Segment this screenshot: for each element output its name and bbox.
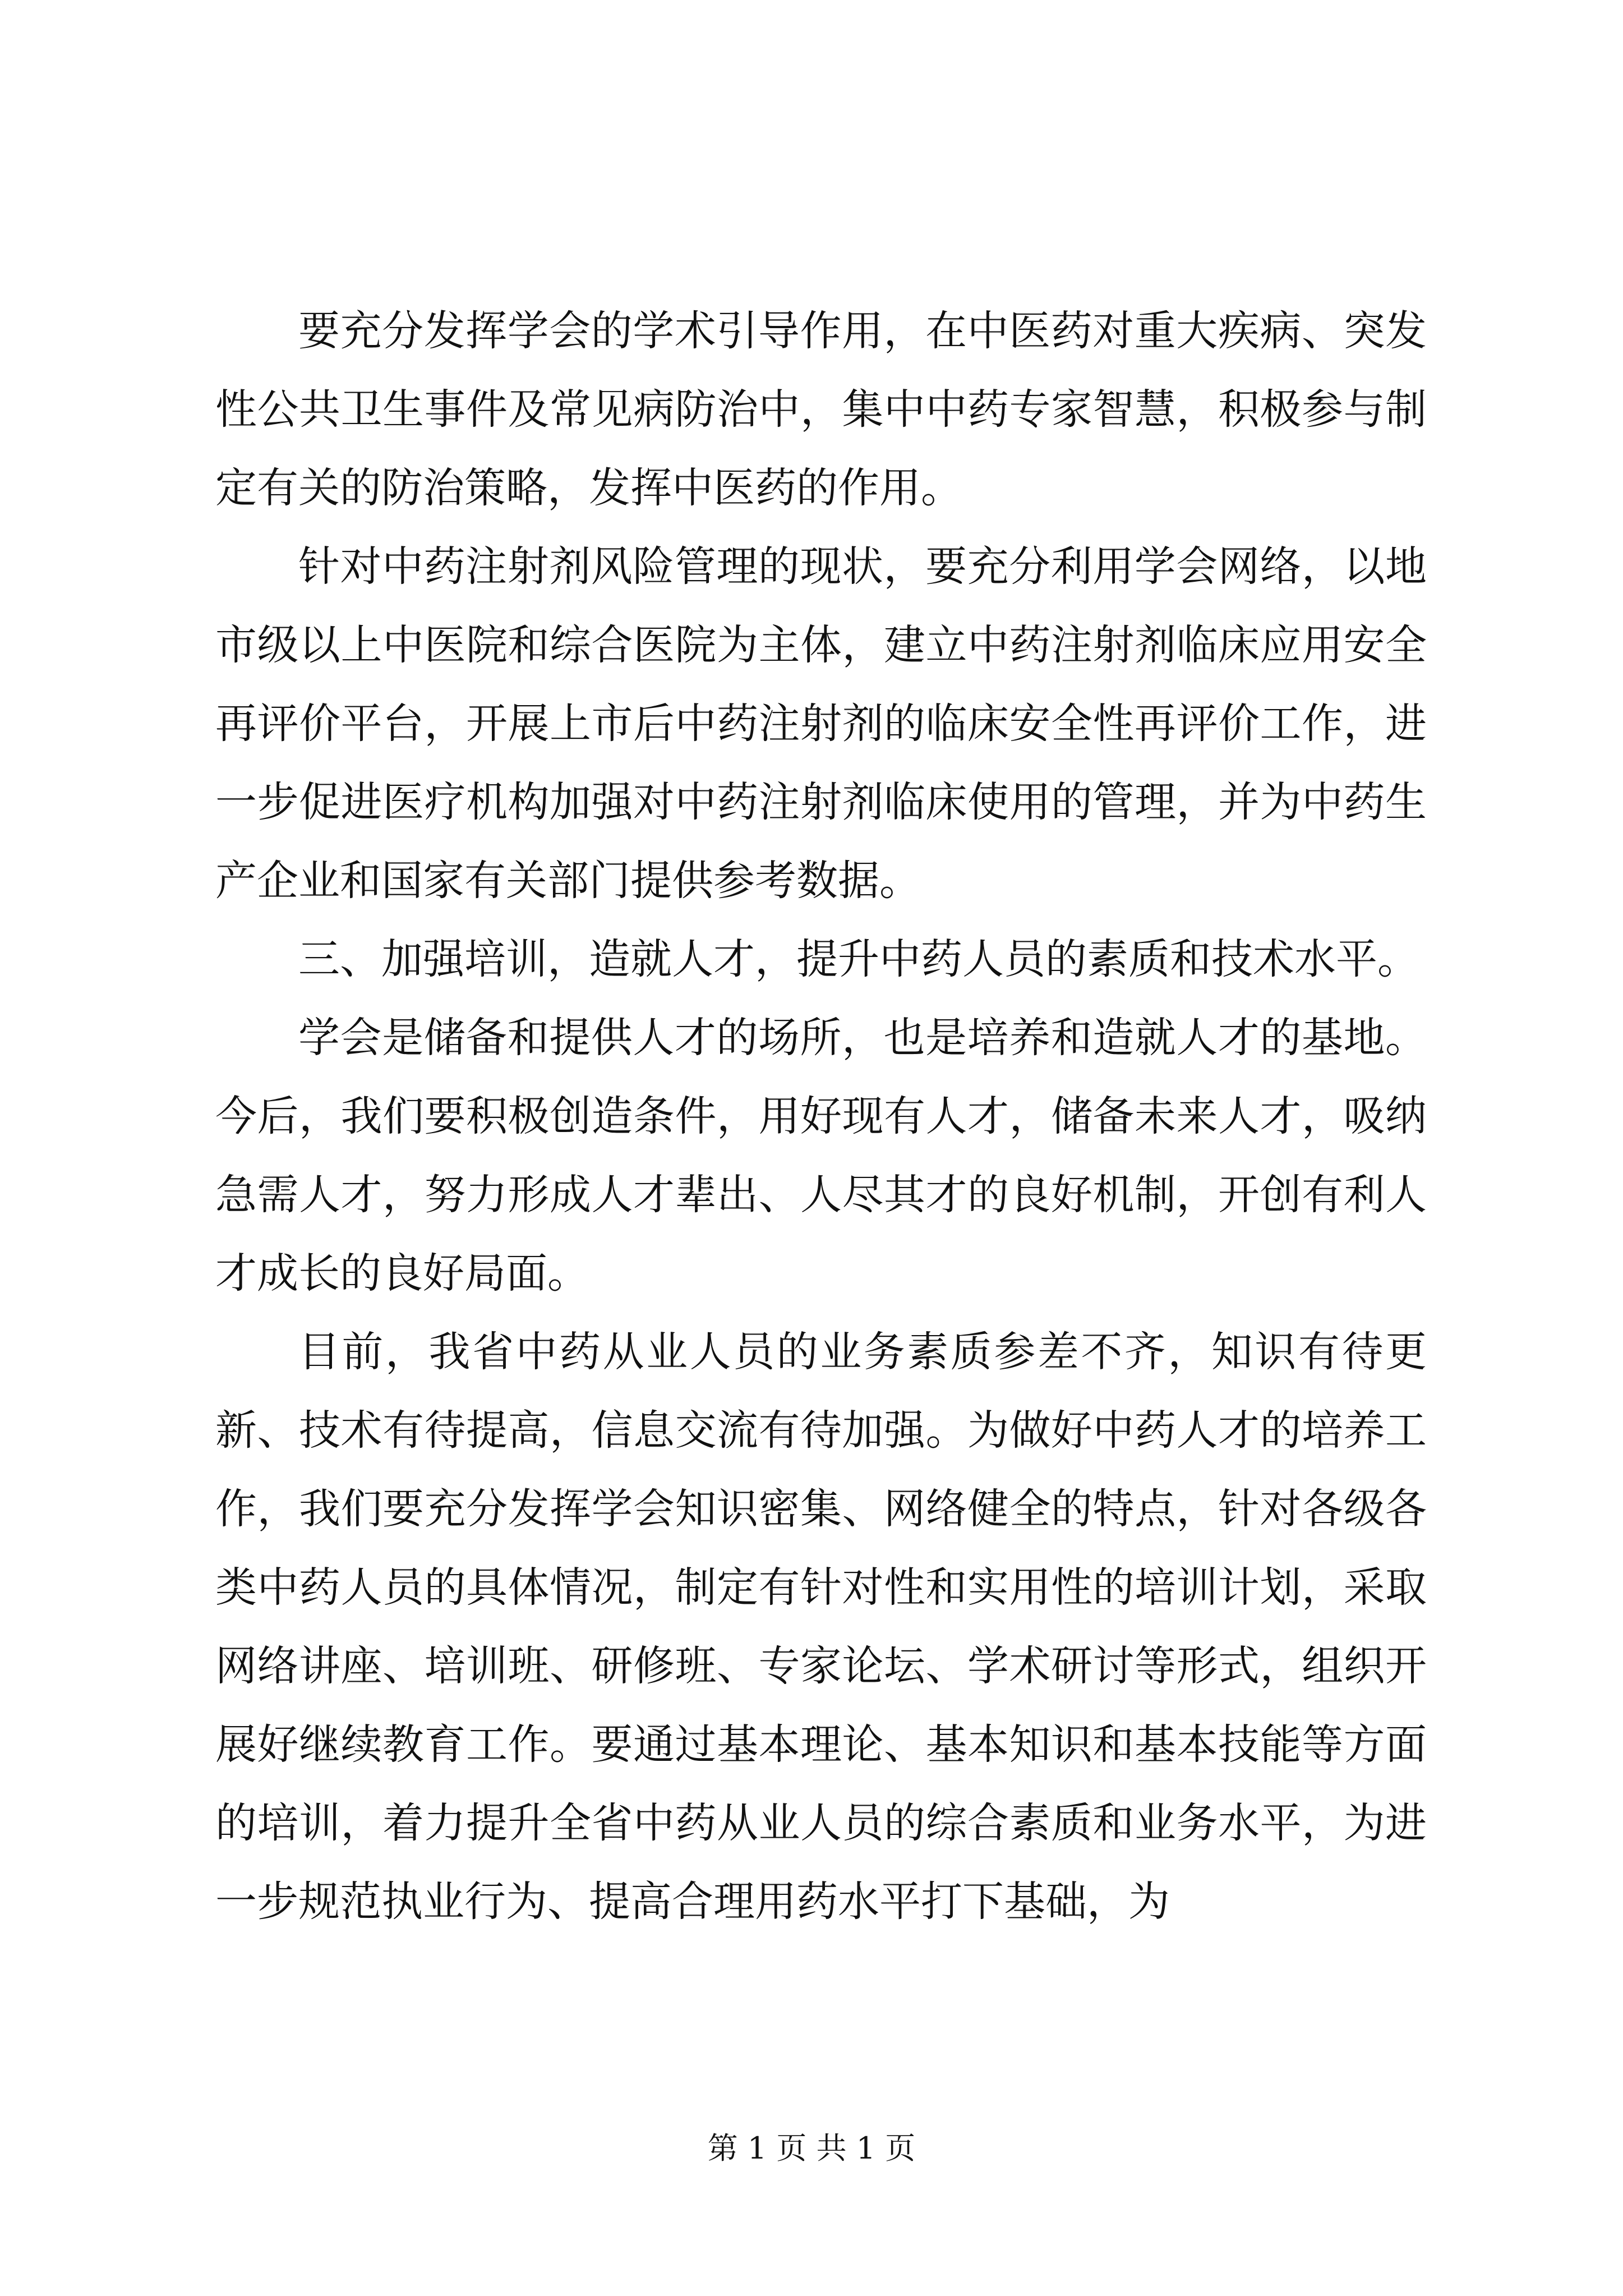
paragraph-talent-base: 学会是储备和提供人才的场所，也是培养和造就人才的基地。今后，我们要积极创造条件，用好现有人才，储备未来人才，吸纳急需人才，努力形成人才辈出、人尽其才的良好机制，开创有利人才成长的良好局面。	[215, 1014, 1427, 1297]
paragraph-academic-guidance: 要充分发挥学会的学术引导作用，在中医药对重大疾病、突发性公共卫生事件及常见病防治中，集中中药专家智慧，积极参与制定有关的防治策略，发挥中医药的作用。	[215, 307, 1427, 512]
paragraph-current-situation: 目前，我省中药从业人员的业务素质参差不齐，知识有待更新、技术有待提高，信息交流有待加强。为做好中药人才的培养工作，我们要充分发挥学会知识密集、网络健全的特点，针对各级各类中药人员的具体情况，制定有针对性和实用性的培训计划，采取网络讲座、培训班、研修班、专家论坛、学术研讨等形式，组织开展好继续教育工作。要通过基本理论、基本知识和基本技能等方面的培训，着力提升全省中药从业人员的综合素质和业务水平，为进一步规范执业行为、提高合理用药水平打下基础，为	[215, 1328, 1427, 1926]
page-footer: 第 1 页 共 1 页	[707, 2131, 916, 2166]
paragraph-injection-risk-management: 针对中药注射剂风险管理的现状，要充分利用学会网络，以地市级以上中医院和综合医院为主体，建立中药注射剂临床应用安全再评价平台，开展上市后中药注射剂的临床安全性再评价工作，进一步促进医疗机构加强对中药注射剂临床使用的管理，并为中药生产企业和国家有关部门提供参考数据。	[215, 542, 1427, 905]
document-body	[215, 292, 1427, 1941]
section-heading-training: 三、加强培训，造就人才，提升中药人员的素质和技术水平。	[298, 935, 1419, 983]
